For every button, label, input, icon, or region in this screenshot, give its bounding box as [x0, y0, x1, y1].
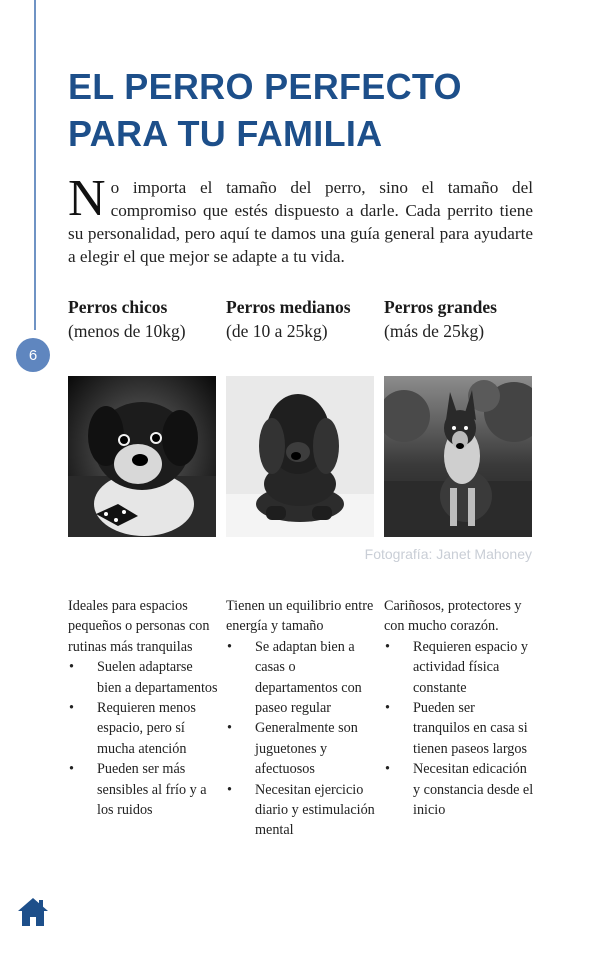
- column-heading: Perros chicos: [68, 297, 168, 317]
- body-small-dogs: [68, 596, 218, 820]
- title-line-2: PARA TU FAMILIA: [68, 113, 383, 154]
- column-weight: (más de 25kg): [384, 321, 485, 341]
- list-item: • Necesitan edicación y constancia desde el inicio: [384, 759, 534, 820]
- list-item: • Requieren espacio y actividad física constante: [384, 637, 534, 698]
- margin-rule: [34, 0, 36, 330]
- list-item: • Suelen adaptarse bien a departamentos: [68, 657, 218, 698]
- small-dog-photo: [68, 376, 216, 537]
- intro-text: o importa el tamaño del perro, sino el tamaño del compromiso que estés dispuesto a darle. Cada perrito tiene su personalidad, pero aquí te damos una guía general para ayudarte a elegir el que mejor se adapte a tu vida.: [68, 178, 533, 266]
- column-large-dogs: [384, 296, 532, 342]
- large-dog-photo: [384, 376, 532, 537]
- title-line-1: EL PERRO PERFECTO: [68, 66, 462, 107]
- body-large-dogs: [384, 596, 534, 820]
- body-medium-dogs: [226, 596, 376, 841]
- bullet-list: [68, 657, 218, 820]
- photo-credit: Fotografía: Janet Mahoney: [364, 546, 532, 562]
- intro-paragraph: [68, 170, 533, 268]
- column-heading: Perros grandes: [384, 297, 497, 317]
- column-weight: (de 10 a 25kg): [226, 321, 328, 341]
- column-small-dogs: [68, 296, 216, 342]
- home-icon[interactable]: [16, 895, 50, 929]
- page-title: [68, 63, 568, 157]
- bullet-list: [226, 637, 376, 841]
- page-number-badge: 6: [16, 338, 50, 372]
- list-item: • Necesitan ejercicio diario y estimulación mental: [226, 780, 376, 841]
- bullet-list: [384, 637, 534, 821]
- column-description: Ideales para espacios pequeños o personas con rutinas más tranquilas: [68, 598, 210, 655]
- column-weight: (menos de 10kg): [68, 321, 186, 341]
- column-description: Cariñosos, protectores y con mucho corazón.: [384, 598, 522, 635]
- column-heading: Perros medianos: [226, 297, 351, 317]
- list-item: • Pueden ser tranquilos en casa si tienen paseos largos: [384, 698, 534, 759]
- list-item: • Generalmente son juguetones y afectuosos: [226, 718, 376, 779]
- list-item: • Se adaptan bien a casas o departamentos con paseo regular: [226, 637, 376, 719]
- list-item: • Requieren menos espacio, pero sí mucha atención: [68, 698, 218, 759]
- column-medium-dogs: [226, 296, 374, 342]
- column-description: Tienen un equilibrio entre energía y tamaño: [226, 598, 374, 635]
- list-item: • Pueden ser más sensibles al frío y a los ruidos: [68, 759, 218, 820]
- drop-cap: N: [68, 170, 106, 227]
- medium-dog-photo: [226, 376, 374, 537]
